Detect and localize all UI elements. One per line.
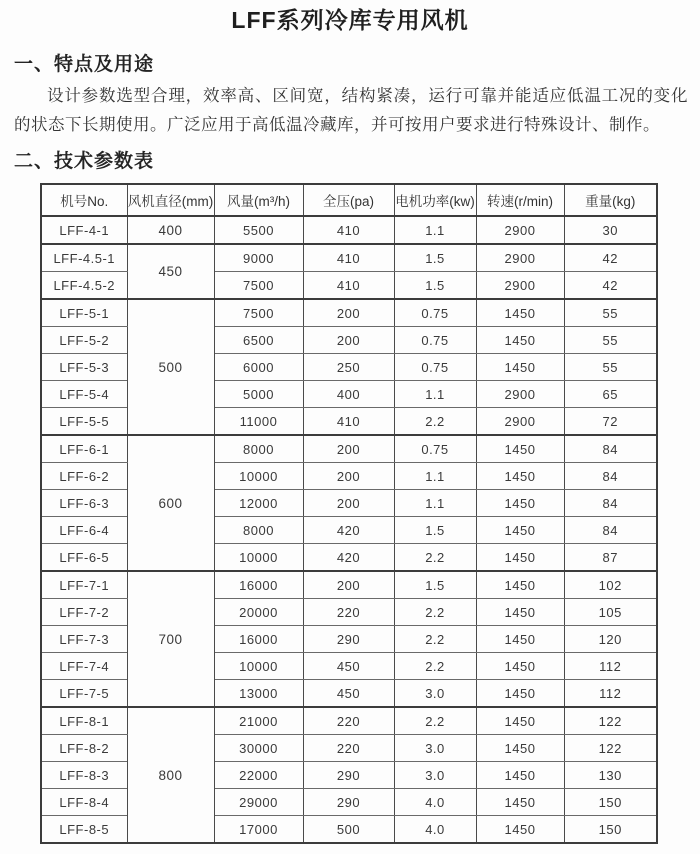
model-number-cell: LFF-8-2 [41, 735, 127, 762]
rotation-speed-cell: 1450 [476, 299, 564, 327]
air-volume-cell: 9000 [214, 244, 303, 272]
weight-cell: 112 [564, 680, 657, 708]
model-number-cell: LFF-6-1 [41, 435, 127, 463]
total-pressure-cell: 290 [303, 789, 394, 816]
model-number-cell: LFF-7-2 [41, 599, 127, 626]
model-number-cell: LFF-8-4 [41, 789, 127, 816]
weight-cell: 55 [564, 354, 657, 381]
air-volume-cell: 10000 [214, 653, 303, 680]
air-volume-cell: 30000 [214, 735, 303, 762]
total-pressure-cell: 200 [303, 327, 394, 354]
model-number-cell: LFF-4.5-1 [41, 244, 127, 272]
total-pressure-cell: 220 [303, 599, 394, 626]
model-number-cell: LFF-6-4 [41, 517, 127, 544]
air-volume-cell: 12000 [214, 490, 303, 517]
fan-diameter-cell: 500 [127, 299, 214, 435]
specs-table [40, 183, 658, 844]
total-pressure-cell: 290 [303, 626, 394, 653]
air-volume-cell: 10000 [214, 463, 303, 490]
air-volume-cell: 7500 [214, 272, 303, 300]
rotation-speed-cell: 1450 [476, 490, 564, 517]
specs-table-body [41, 216, 657, 843]
air-volume-cell: 8000 [214, 435, 303, 463]
weight-cell: 55 [564, 299, 657, 327]
motor-power-cell: 1.1 [394, 381, 476, 408]
table-row [41, 216, 657, 244]
rotation-speed-cell: 2900 [476, 272, 564, 300]
motor-power-cell: 4.0 [394, 816, 476, 844]
table-row [41, 299, 657, 327]
weight-cell: 84 [564, 517, 657, 544]
model-number-cell: LFF-4-1 [41, 216, 127, 244]
motor-power-cell: 3.0 [394, 762, 476, 789]
motor-power-cell: 3.0 [394, 680, 476, 708]
column-header-fan-diameter: 风机直径(mm) [127, 184, 214, 216]
weight-cell: 30 [564, 216, 657, 244]
total-pressure-cell: 200 [303, 463, 394, 490]
model-number-cell: LFF-8-5 [41, 816, 127, 844]
motor-power-cell: 2.2 [394, 626, 476, 653]
weight-cell: 87 [564, 544, 657, 572]
air-volume-cell: 6500 [214, 327, 303, 354]
rotation-speed-cell: 1450 [476, 354, 564, 381]
model-number-cell: LFF-6-5 [41, 544, 127, 572]
weight-cell: 102 [564, 571, 657, 599]
table-row [41, 571, 657, 599]
weight-cell: 122 [564, 735, 657, 762]
model-number-cell: LFF-4.5-2 [41, 272, 127, 300]
motor-power-cell: 2.2 [394, 707, 476, 735]
model-number-cell: LFF-5-5 [41, 408, 127, 436]
column-header-rotation-speed: 转速(r/min) [476, 184, 564, 216]
total-pressure-cell: 410 [303, 272, 394, 300]
total-pressure-cell: 200 [303, 571, 394, 599]
air-volume-cell: 5000 [214, 381, 303, 408]
model-number-cell: LFF-6-2 [41, 463, 127, 490]
motor-power-cell: 1.5 [394, 571, 476, 599]
header-row [41, 184, 657, 216]
column-header-weight: 重量(kg) [564, 184, 657, 216]
rotation-speed-cell: 1450 [476, 680, 564, 708]
total-pressure-cell: 400 [303, 381, 394, 408]
total-pressure-cell: 420 [303, 517, 394, 544]
motor-power-cell: 2.2 [394, 544, 476, 572]
fan-diameter-cell: 700 [127, 571, 214, 707]
weight-cell: 84 [564, 463, 657, 490]
motor-power-cell: 4.0 [394, 789, 476, 816]
total-pressure-cell: 200 [303, 490, 394, 517]
rotation-speed-cell: 2900 [476, 381, 564, 408]
weight-cell: 122 [564, 707, 657, 735]
column-header-air-volume: 风量(m³/h) [214, 184, 303, 216]
column-header-motor-power: 电机功率(kw) [394, 184, 476, 216]
weight-cell: 150 [564, 816, 657, 844]
rotation-speed-cell: 1450 [476, 816, 564, 844]
column-header-machine-no: 机号No. [41, 184, 127, 216]
motor-power-cell: 0.75 [394, 354, 476, 381]
total-pressure-cell: 450 [303, 653, 394, 680]
weight-cell: 130 [564, 762, 657, 789]
fan-diameter-cell: 450 [127, 244, 214, 299]
model-number-cell: LFF-7-1 [41, 571, 127, 599]
total-pressure-cell: 220 [303, 707, 394, 735]
weight-cell: 42 [564, 244, 657, 272]
weight-cell: 105 [564, 599, 657, 626]
air-volume-cell: 21000 [214, 707, 303, 735]
rotation-speed-cell: 1450 [476, 707, 564, 735]
column-header-total-pressure: 全压(pa) [303, 184, 394, 216]
rotation-speed-cell: 1450 [476, 571, 564, 599]
air-volume-cell: 7500 [214, 299, 303, 327]
air-volume-cell: 29000 [214, 789, 303, 816]
air-volume-cell: 8000 [214, 517, 303, 544]
motor-power-cell: 2.2 [394, 408, 476, 436]
motor-power-cell: 1.1 [394, 490, 476, 517]
total-pressure-cell: 450 [303, 680, 394, 708]
fan-diameter-cell: 800 [127, 707, 214, 843]
rotation-speed-cell: 1450 [476, 517, 564, 544]
motor-power-cell: 1.1 [394, 216, 476, 244]
table-row [41, 244, 657, 272]
rotation-speed-cell: 1450 [476, 735, 564, 762]
rotation-speed-cell: 1450 [476, 789, 564, 816]
motor-power-cell: 1.5 [394, 244, 476, 272]
air-volume-cell: 22000 [214, 762, 303, 789]
rotation-speed-cell: 2900 [476, 244, 564, 272]
air-volume-cell: 17000 [214, 816, 303, 844]
table-row [41, 707, 657, 735]
rotation-speed-cell: 1450 [476, 626, 564, 653]
motor-power-cell: 0.75 [394, 327, 476, 354]
motor-power-cell: 1.5 [394, 517, 476, 544]
weight-cell: 42 [564, 272, 657, 300]
rotation-speed-cell: 2900 [476, 216, 564, 244]
weight-cell: 84 [564, 435, 657, 463]
air-volume-cell: 16000 [214, 571, 303, 599]
model-number-cell: LFF-5-4 [41, 381, 127, 408]
section-heading-specs: 二、技术参数表 [14, 151, 155, 172]
model-number-cell: LFF-5-2 [41, 327, 127, 354]
section-heading-features: 一、特点及用途 [14, 54, 155, 75]
rotation-speed-cell: 1450 [476, 599, 564, 626]
features-paragraph: 设计参数选型合理，效率高、区间宽，结构紧凑，运行可靠并能适应低温工况的变化的状态下长期使用。广泛应用于高低温冷藏库，并可按用户要求进行特殊设计、制作。 [14, 87, 688, 134]
total-pressure-cell: 220 [303, 735, 394, 762]
air-volume-cell: 6000 [214, 354, 303, 381]
weight-cell: 55 [564, 327, 657, 354]
air-volume-cell: 16000 [214, 626, 303, 653]
weight-cell: 120 [564, 626, 657, 653]
document-title: LFF系列冷库专用风机 [231, 7, 469, 33]
air-volume-cell: 20000 [214, 599, 303, 626]
total-pressure-cell: 200 [303, 299, 394, 327]
model-number-cell: LFF-5-1 [41, 299, 127, 327]
model-number-cell: LFF-7-3 [41, 626, 127, 653]
model-number-cell: LFF-7-5 [41, 680, 127, 708]
total-pressure-cell: 200 [303, 435, 394, 463]
motor-power-cell: 0.75 [394, 435, 476, 463]
total-pressure-cell: 290 [303, 762, 394, 789]
table-row [41, 435, 657, 463]
model-number-cell: LFF-8-1 [41, 707, 127, 735]
weight-cell: 72 [564, 408, 657, 436]
rotation-speed-cell: 1450 [476, 327, 564, 354]
total-pressure-cell: 420 [303, 544, 394, 572]
motor-power-cell: 0.75 [394, 299, 476, 327]
model-number-cell: LFF-7-4 [41, 653, 127, 680]
total-pressure-cell: 410 [303, 216, 394, 244]
rotation-speed-cell: 2900 [476, 408, 564, 436]
fan-diameter-cell: 400 [127, 216, 214, 244]
rotation-speed-cell: 1450 [476, 463, 564, 490]
total-pressure-cell: 410 [303, 244, 394, 272]
rotation-speed-cell: 1450 [476, 435, 564, 463]
specs-table-header [41, 184, 657, 216]
model-number-cell: LFF-6-3 [41, 490, 127, 517]
motor-power-cell: 2.2 [394, 599, 476, 626]
model-number-cell: LFF-8-3 [41, 762, 127, 789]
fan-diameter-cell: 600 [127, 435, 214, 571]
motor-power-cell: 3.0 [394, 735, 476, 762]
weight-cell: 84 [564, 490, 657, 517]
weight-cell: 65 [564, 381, 657, 408]
air-volume-cell: 5500 [214, 216, 303, 244]
total-pressure-cell: 500 [303, 816, 394, 844]
air-volume-cell: 11000 [214, 408, 303, 436]
motor-power-cell: 2.2 [394, 653, 476, 680]
total-pressure-cell: 250 [303, 354, 394, 381]
model-number-cell: LFF-5-3 [41, 354, 127, 381]
weight-cell: 150 [564, 789, 657, 816]
weight-cell: 112 [564, 653, 657, 680]
rotation-speed-cell: 1450 [476, 544, 564, 572]
total-pressure-cell: 410 [303, 408, 394, 436]
motor-power-cell: 1.1 [394, 463, 476, 490]
rotation-speed-cell: 1450 [476, 762, 564, 789]
motor-power-cell: 1.5 [394, 272, 476, 300]
air-volume-cell: 13000 [214, 680, 303, 708]
rotation-speed-cell: 1450 [476, 653, 564, 680]
air-volume-cell: 10000 [214, 544, 303, 572]
